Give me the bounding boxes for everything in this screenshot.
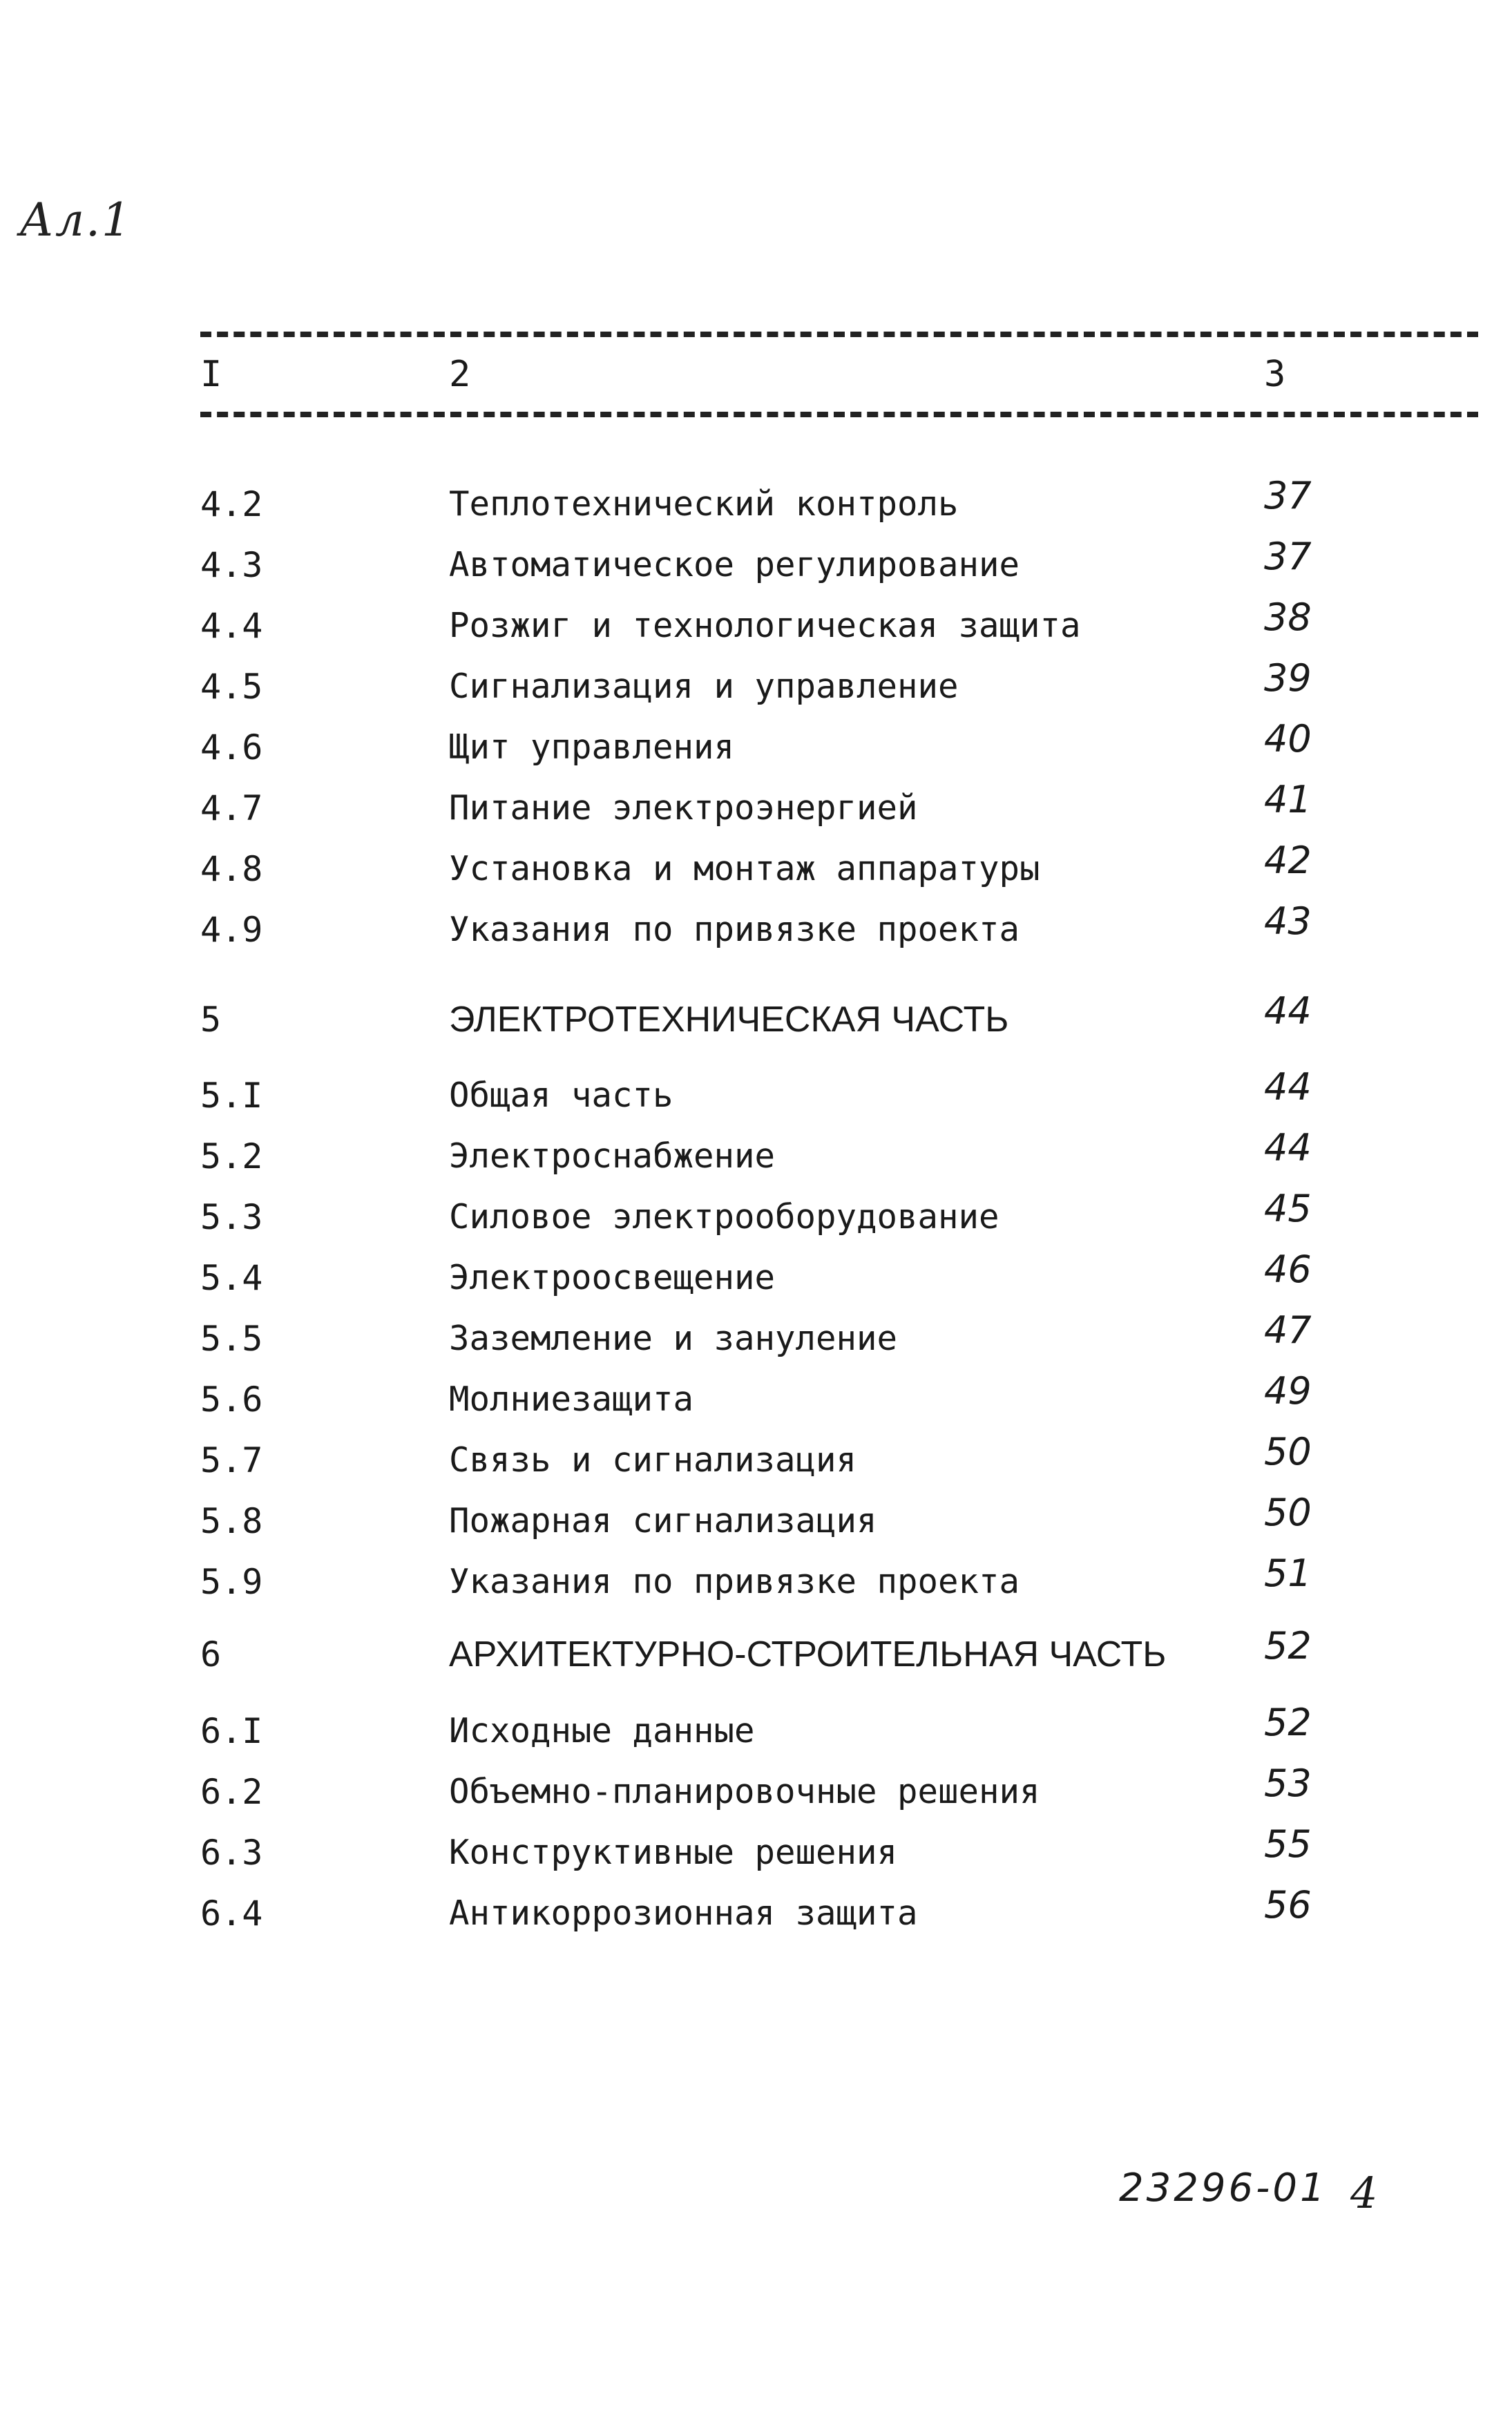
row-title: Розжиг и технологическая защита (449, 606, 1081, 645)
row-title: Указания по привязке проекта (449, 1562, 1020, 1601)
row-title: Теплотехнический контроль (449, 484, 959, 524)
table-row (0, 1762, 1512, 1816)
row-number: 6.I (200, 1711, 263, 1751)
sheet-number: 4 (1350, 2168, 1378, 2218)
row-title: Конструктивные решения (449, 1833, 898, 1872)
page-number: 38 (1264, 595, 1312, 639)
table-row (0, 1701, 1512, 1755)
table-row (0, 1308, 1512, 1363)
page-number: 47 (1264, 1308, 1312, 1352)
row-number: 6.4 (200, 1893, 263, 1934)
table-row (0, 1430, 1512, 1485)
row-title: Силовое электрооборудование (449, 1197, 999, 1237)
row-number: 5.6 (200, 1380, 263, 1420)
row-title: Молниезащита (449, 1380, 694, 1419)
table-row (0, 474, 1512, 528)
row-title: Связь и сигнализация (449, 1440, 857, 1480)
row-number: 4.8 (200, 849, 263, 889)
table-row (0, 1369, 1512, 1424)
page-number: 52 (1264, 1701, 1312, 1744)
sheet-mark: Ал.1 (19, 193, 132, 247)
page-number: 51 (1264, 1552, 1312, 1595)
page-number: 52 (1264, 1624, 1312, 1668)
page-number: 39 (1264, 656, 1312, 700)
row-number: 5.I (200, 1076, 263, 1116)
section-row (0, 1624, 1512, 1679)
page-number: 49 (1264, 1369, 1312, 1413)
row-title: Общая часть (449, 1076, 673, 1115)
row-number: 4.4 (200, 606, 263, 646)
page-number: 37 (1264, 474, 1312, 517)
row-title: Электроосвещение (449, 1258, 776, 1297)
table-row (0, 1491, 1512, 1545)
page-number: 41 (1264, 778, 1312, 821)
row-number: 5.3 (200, 1197, 263, 1237)
row-title: Пожарная сигнализация (449, 1501, 877, 1540)
row-title: Электроснабжение (449, 1136, 776, 1176)
row-number: 4.7 (200, 788, 263, 828)
row-title: Антикоррозионная защита (449, 1893, 918, 1933)
row-title: Установка и монтаж аппаратуры (449, 849, 1040, 888)
table-row (0, 899, 1512, 954)
row-number: 6.2 (200, 1772, 263, 1812)
column-header-page: 3 (1264, 354, 1286, 395)
table-row (0, 1248, 1512, 1302)
page-number: 50 (1264, 1430, 1312, 1473)
table-row (0, 1187, 1512, 1241)
row-number: 5.2 (200, 1136, 263, 1176)
table-row (0, 1065, 1512, 1120)
page-number: 46 (1264, 1248, 1312, 1291)
header-bottom-rule (200, 412, 1478, 417)
table-row (0, 1126, 1512, 1181)
document-code: 23296-01 (1119, 2166, 1328, 2211)
table-row (0, 1822, 1512, 1877)
row-number: 4.3 (200, 545, 263, 585)
row-number: 5 (200, 1000, 222, 1040)
column-header-title: 2 (449, 354, 471, 395)
row-number: 5.5 (200, 1319, 263, 1359)
page-number: 44 (1264, 1126, 1312, 1170)
page-number: 55 (1264, 1822, 1312, 1866)
table-row (0, 656, 1512, 711)
row-number: 6.3 (200, 1833, 263, 1873)
page-number: 44 (1264, 1065, 1312, 1109)
table-row (0, 778, 1512, 832)
table-row (0, 595, 1512, 650)
table-row (0, 839, 1512, 893)
section-title: АРХИТЕКТУРНО-СТРОИТЕЛЬНАЯ ЧАСТЬ (449, 1634, 1167, 1674)
row-title: Автоматическое регулирование (449, 545, 1020, 584)
section-row (0, 989, 1512, 1044)
row-number: 6 (200, 1634, 222, 1674)
row-number: 5.8 (200, 1501, 263, 1541)
page-number: 44 (1264, 989, 1312, 1033)
table-row (0, 1883, 1512, 1938)
row-title: Объемно-планировочные решения (449, 1772, 1040, 1811)
table-row (0, 535, 1512, 589)
section-title: ЭЛЕКТРОТЕХНИЧЕСКАЯ ЧАСТЬ (449, 1000, 1009, 1040)
row-title: Исходные данные (449, 1711, 755, 1750)
row-number: 5.4 (200, 1258, 263, 1298)
row-number: 4.6 (200, 727, 263, 767)
page-number: 50 (1264, 1491, 1312, 1534)
page-number: 56 (1264, 1883, 1312, 1927)
page-number: 37 (1264, 535, 1312, 578)
row-number: 4.2 (200, 484, 263, 524)
row-title: Питание электроэнергией (449, 788, 918, 828)
row-title: Указания по привязке проекта (449, 910, 1020, 949)
table-row (0, 1552, 1512, 1606)
row-title: Заземление и зануление (449, 1319, 898, 1358)
page-number: 40 (1264, 717, 1312, 761)
header-top-rule (200, 332, 1478, 337)
row-title: Щит управления (449, 727, 735, 767)
table-row (0, 717, 1512, 772)
page-number: 53 (1264, 1762, 1312, 1805)
row-number: 4.9 (200, 910, 263, 950)
row-number: 5.9 (200, 1562, 263, 1602)
page-number: 42 (1264, 839, 1312, 882)
row-number: 4.5 (200, 667, 263, 707)
column-header-number: I (200, 354, 222, 395)
row-number: 5.7 (200, 1440, 263, 1480)
row-title: Сигнализация и управление (449, 667, 959, 706)
page-number: 43 (1264, 899, 1312, 943)
page-number: 45 (1264, 1187, 1312, 1230)
